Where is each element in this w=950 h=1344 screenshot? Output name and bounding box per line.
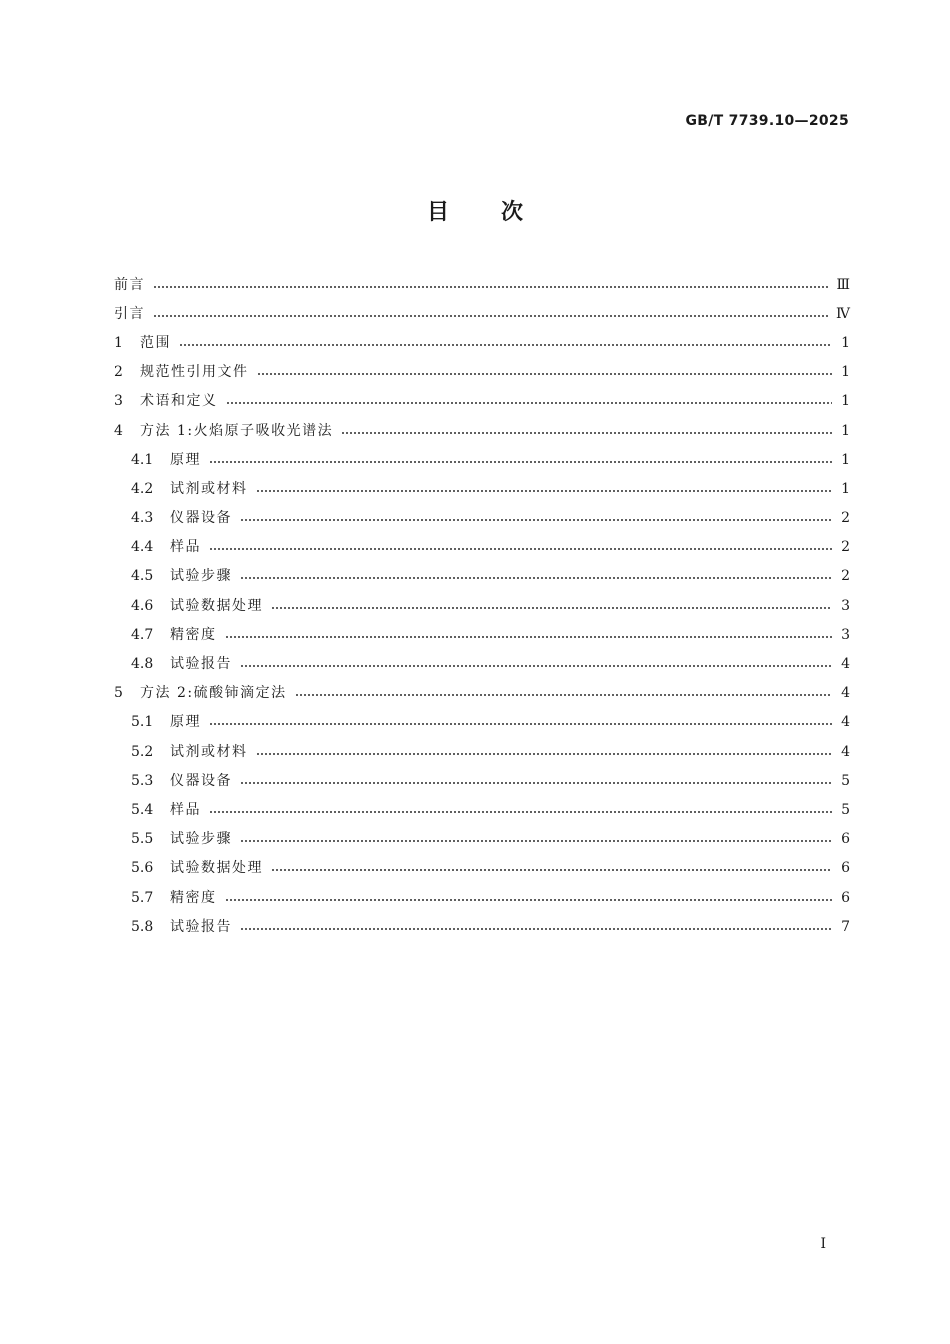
toc-entry[interactable] <box>114 358 850 387</box>
toc-entry[interactable] <box>114 679 850 708</box>
toc-entry-label: 规范性引用文件 <box>140 364 249 381</box>
toc-entry-label: 仪器设备 <box>170 772 232 789</box>
toc-entry-page: 4 <box>841 685 850 702</box>
dot-leader <box>225 899 833 901</box>
toc-entry-label: 范围 <box>140 334 171 351</box>
toc-entry[interactable] <box>114 825 850 854</box>
toc-entry-page: 3 <box>841 626 850 643</box>
toc-entry-page: 4 <box>841 656 850 673</box>
toc-entry[interactable] <box>114 883 850 912</box>
page-number: I <box>820 1236 826 1252</box>
toc-entry[interactable] <box>114 416 850 445</box>
toc-entry-page: 1 <box>841 422 850 439</box>
toc-entry-number: 5.1 <box>131 714 154 731</box>
toc-entry-number: 5.6 <box>131 860 154 877</box>
dot-leader <box>209 811 832 813</box>
toc-entry-label: 试验报告 <box>170 656 232 673</box>
toc-entry[interactable] <box>114 912 850 941</box>
dot-leader <box>226 402 833 404</box>
toc-entry-page: 3 <box>841 597 850 614</box>
dot-leader <box>209 723 832 725</box>
toc-entry-label: 样品 <box>170 801 201 818</box>
toc-entry-label: 方法 1:火焰原子吸收光谱法 <box>140 422 334 439</box>
dot-leader <box>341 432 832 434</box>
toc-entry-page: 4 <box>841 714 850 731</box>
toc-entry[interactable] <box>114 795 850 824</box>
toc-entry-number: 4.1 <box>131 451 154 468</box>
toc-entry-number: 5.3 <box>131 772 154 789</box>
table-of-contents <box>114 270 850 941</box>
toc-entry-number: 5.2 <box>131 743 154 760</box>
toc-entry-page: Ⅳ <box>836 305 850 322</box>
toc-entry-label: 试验步骤 <box>170 831 232 848</box>
toc-entry-page: 1 <box>841 480 850 497</box>
toc-entry[interactable] <box>114 737 850 766</box>
toc-entry-number: 5.8 <box>131 918 154 935</box>
dot-leader <box>240 928 832 930</box>
dot-leader <box>295 694 832 696</box>
toc-entry-page: 1 <box>841 334 850 351</box>
toc-entry-number: 5.5 <box>131 831 154 848</box>
toc-entry-number: 5 <box>114 685 123 702</box>
dot-leader <box>153 286 828 288</box>
toc-entry-page: 2 <box>841 510 850 527</box>
toc-entry-label: 原理 <box>170 451 201 468</box>
toc-entry-page: 1 <box>841 393 850 410</box>
toc-entry-number: 4 <box>114 422 123 439</box>
toc-entry-page: 7 <box>841 918 850 935</box>
toc-entry-number: 3 <box>114 393 123 410</box>
toc-entry-page: 5 <box>841 772 850 789</box>
toc-entry-label: 精密度 <box>170 889 217 906</box>
toc-entry-page: 6 <box>841 889 850 906</box>
dot-leader <box>209 461 832 463</box>
dot-leader <box>256 490 833 492</box>
toc-entry-label: 试剂或材料 <box>170 743 248 760</box>
dot-leader <box>240 665 832 667</box>
toc-entry-number: 4.7 <box>131 626 154 643</box>
toc-entry-page: 2 <box>841 568 850 585</box>
toc-entry[interactable] <box>114 270 850 299</box>
dot-leader <box>240 577 832 579</box>
page-title: 目次 <box>426 200 575 225</box>
toc-entry-number: 2 <box>114 364 123 381</box>
dot-leader <box>179 344 832 346</box>
toc-entry-label: 样品 <box>170 539 201 556</box>
dot-leader <box>271 607 832 609</box>
toc-entry-label: 试验数据处理 <box>170 597 263 614</box>
toc-entry[interactable] <box>114 562 850 591</box>
toc-entry-label: 前言 <box>114 276 145 293</box>
toc-entry[interactable] <box>114 708 850 737</box>
toc-entry-page: 6 <box>841 860 850 877</box>
standard-code: GB/T 7739.10—2025 <box>685 113 849 129</box>
toc-entry-label: 精密度 <box>170 626 217 643</box>
toc-entry[interactable] <box>114 766 850 795</box>
toc-entry[interactable] <box>114 591 850 620</box>
toc-entry-number: 4.3 <box>131 510 154 527</box>
toc-entry-label: 方法 2:硫酸铈滴定法 <box>140 685 287 702</box>
toc-entry[interactable] <box>114 854 850 883</box>
dot-leader <box>240 519 832 521</box>
toc-entry[interactable] <box>114 474 850 503</box>
toc-entry-label: 术语和定义 <box>140 393 218 410</box>
toc-entry-page: 4 <box>841 743 850 760</box>
toc-entry-number: 1 <box>114 334 123 351</box>
toc-entry-label: 试验数据处理 <box>170 860 263 877</box>
toc-entry-number: 5.4 <box>131 801 154 818</box>
toc-entry-page: 1 <box>841 451 850 468</box>
toc-entry[interactable] <box>114 328 850 357</box>
toc-entry-label: 试剂或材料 <box>170 480 248 497</box>
toc-entry-page: Ⅲ <box>836 276 850 293</box>
dot-leader <box>225 636 833 638</box>
toc-entry-page: 6 <box>841 831 850 848</box>
toc-entry[interactable] <box>114 504 850 533</box>
toc-entry[interactable] <box>114 649 850 678</box>
dot-leader <box>256 753 833 755</box>
toc-entry-page: 1 <box>841 364 850 381</box>
toc-entry-label: 试验报告 <box>170 918 232 935</box>
toc-entry-number: 4.2 <box>131 480 154 497</box>
toc-entry[interactable] <box>114 620 850 649</box>
toc-entry-number: 4.6 <box>131 597 154 614</box>
dot-leader <box>271 869 832 871</box>
toc-entry-label: 仪器设备 <box>170 510 232 527</box>
toc-entry[interactable] <box>114 445 850 474</box>
toc-entry-label: 引言 <box>114 305 145 322</box>
toc-entry[interactable] <box>114 533 850 562</box>
toc-entry-number: 5.7 <box>131 889 154 906</box>
dot-leader <box>257 373 833 375</box>
toc-entry-number: 4.5 <box>131 568 154 585</box>
toc-entry[interactable] <box>114 299 850 328</box>
toc-entry-page: 2 <box>841 539 850 556</box>
toc-entry-number: 4.4 <box>131 539 154 556</box>
toc-entry-number: 4.8 <box>131 656 154 673</box>
dot-leader <box>209 548 832 550</box>
toc-entry-label: 试验步骤 <box>170 568 232 585</box>
toc-entry-label: 原理 <box>170 714 201 731</box>
dot-leader <box>240 840 832 842</box>
dot-leader <box>240 782 832 784</box>
dot-leader <box>153 315 828 317</box>
toc-entry-page: 5 <box>841 801 850 818</box>
toc-entry[interactable] <box>114 387 850 416</box>
